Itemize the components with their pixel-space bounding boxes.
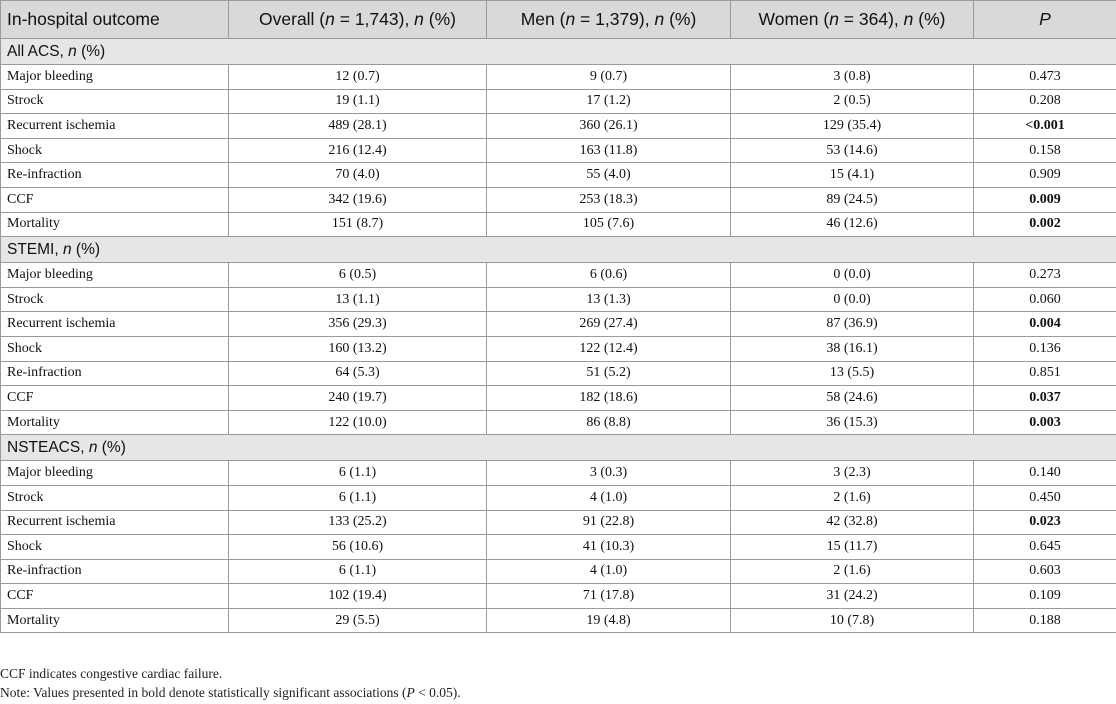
table-row — [1, 89, 1116, 114]
cell-men: 9 (0.7) — [487, 65, 731, 90]
cell-men: 4 (1.0) — [487, 559, 731, 584]
cell-men: 122 (12.4) — [487, 336, 731, 361]
cell-men: 6 (0.6) — [487, 263, 731, 288]
cell-overall: 151 (8.7) — [229, 212, 487, 237]
cell-p-value: 0.003 — [974, 410, 1116, 435]
cell-overall: 6 (1.1) — [229, 559, 487, 584]
cell-outcome: Major bleeding — [1, 461, 229, 486]
cell-overall: 13 (1.1) — [229, 287, 487, 312]
cell-p-value: 0.603 — [974, 559, 1116, 584]
table-row — [1, 410, 1116, 435]
cell-overall: 122 (10.0) — [229, 410, 487, 435]
significance-note: Note: Values presented in bold denote statistically significant associations (P < 0.05). — [0, 685, 461, 700]
cell-women: 2 (1.6) — [731, 559, 974, 584]
table-row — [1, 361, 1116, 386]
table-row — [1, 163, 1116, 188]
cell-women: 10 (7.8) — [731, 608, 974, 633]
section-title: STEMI, n (%) — [1, 237, 1116, 263]
cell-women: 46 (12.6) — [731, 212, 974, 237]
cell-outcome: Shock — [1, 336, 229, 361]
cell-outcome: Strock — [1, 485, 229, 510]
cell-p-value: 0.004 — [974, 312, 1116, 337]
section-header-row — [1, 39, 1116, 65]
table-notes — [0, 664, 461, 702]
table-row — [1, 312, 1116, 337]
cell-women: 129 (35.4) — [731, 114, 974, 139]
cell-men: 19 (4.8) — [487, 608, 731, 633]
cell-p-value: 0.188 — [974, 608, 1116, 633]
table-row — [1, 187, 1116, 212]
cell-p-value: 0.109 — [974, 584, 1116, 609]
cell-men: 86 (8.8) — [487, 410, 731, 435]
table-row — [1, 461, 1116, 486]
cell-overall: 133 (25.2) — [229, 510, 487, 535]
cell-overall: 56 (10.6) — [229, 535, 487, 560]
cell-overall: 356 (29.3) — [229, 312, 487, 337]
cell-women: 36 (15.3) — [731, 410, 974, 435]
cell-overall: 342 (19.6) — [229, 187, 487, 212]
cell-p-value: 0.140 — [974, 461, 1116, 486]
cell-women: 3 (0.8) — [731, 65, 974, 90]
cell-p-value: 0.909 — [974, 163, 1116, 188]
cell-outcome: Strock — [1, 287, 229, 312]
cell-women: 89 (24.5) — [731, 187, 974, 212]
cell-p-value: 0.158 — [974, 138, 1116, 163]
table-row — [1, 559, 1116, 584]
cell-women: 15 (4.1) — [731, 163, 974, 188]
cell-p-value: 0.273 — [974, 263, 1116, 288]
cell-overall: 29 (5.5) — [229, 608, 487, 633]
abbreviation-note: CCF indicates congestive cardiac failure. — [0, 666, 223, 681]
cell-overall: 19 (1.1) — [229, 89, 487, 114]
cell-men: 71 (17.8) — [487, 584, 731, 609]
cell-men: 13 (1.3) — [487, 287, 731, 312]
table-row — [1, 287, 1116, 312]
cell-men: 17 (1.2) — [487, 89, 731, 114]
cell-overall: 102 (19.4) — [229, 584, 487, 609]
cell-p-value: 0.645 — [974, 535, 1116, 560]
cell-outcome: Re-infraction — [1, 559, 229, 584]
header-overall: Overall (n = 1,743), n (%) — [229, 1, 487, 39]
cell-women: 58 (24.6) — [731, 386, 974, 411]
cell-women: 38 (16.1) — [731, 336, 974, 361]
table-row — [1, 584, 1116, 609]
cell-women: 13 (5.5) — [731, 361, 974, 386]
cell-outcome: CCF — [1, 584, 229, 609]
table-row — [1, 535, 1116, 560]
table-row — [1, 138, 1116, 163]
cell-outcome: Major bleeding — [1, 263, 229, 288]
cell-women: 2 (1.6) — [731, 485, 974, 510]
cell-p-value: <0.001 — [974, 114, 1116, 139]
table-row — [1, 485, 1116, 510]
cell-overall: 12 (0.7) — [229, 65, 487, 90]
cell-men: 360 (26.1) — [487, 114, 731, 139]
cell-outcome: Shock — [1, 535, 229, 560]
cell-overall: 70 (4.0) — [229, 163, 487, 188]
cell-women: 42 (32.8) — [731, 510, 974, 535]
cell-men: 4 (1.0) — [487, 485, 731, 510]
cell-p-value: 0.136 — [974, 336, 1116, 361]
cell-p-value: 0.060 — [974, 287, 1116, 312]
header-row — [1, 1, 1116, 39]
cell-women: 15 (11.7) — [731, 535, 974, 560]
table-row — [1, 386, 1116, 411]
cell-outcome: Major bleeding — [1, 65, 229, 90]
cell-overall: 216 (12.4) — [229, 138, 487, 163]
cell-overall: 6 (0.5) — [229, 263, 487, 288]
header-men: Men (n = 1,379), n (%) — [487, 1, 731, 39]
section-header-row — [1, 435, 1116, 461]
header-p-value: P — [974, 1, 1116, 39]
table-row — [1, 608, 1116, 633]
table-row — [1, 65, 1116, 90]
cell-men: 182 (18.6) — [487, 386, 731, 411]
cell-men: 3 (0.3) — [487, 461, 731, 486]
cell-women: 3 (2.3) — [731, 461, 974, 486]
cell-p-value: 0.002 — [974, 212, 1116, 237]
cell-p-value: 0.473 — [974, 65, 1116, 90]
cell-men: 269 (27.4) — [487, 312, 731, 337]
cell-outcome: Re-infraction — [1, 361, 229, 386]
table-row — [1, 336, 1116, 361]
cell-men: 253 (18.3) — [487, 187, 731, 212]
cell-p-value: 0.037 — [974, 386, 1116, 411]
cell-men: 91 (22.8) — [487, 510, 731, 535]
cell-men: 55 (4.0) — [487, 163, 731, 188]
cell-overall: 160 (13.2) — [229, 336, 487, 361]
cell-outcome: Mortality — [1, 410, 229, 435]
cell-overall: 6 (1.1) — [229, 485, 487, 510]
cell-p-value: 0.208 — [974, 89, 1116, 114]
cell-outcome: CCF — [1, 386, 229, 411]
cell-women: 31 (24.2) — [731, 584, 974, 609]
cell-women: 2 (0.5) — [731, 89, 974, 114]
header-outcome: In-hospital outcome — [1, 1, 229, 39]
section-header-row — [1, 237, 1116, 263]
cell-women: 87 (36.9) — [731, 312, 974, 337]
cell-outcome: Strock — [1, 89, 229, 114]
cell-women: 53 (14.6) — [731, 138, 974, 163]
cell-men: 51 (5.2) — [487, 361, 731, 386]
cell-outcome: Recurrent ischemia — [1, 312, 229, 337]
cell-women: 0 (0.0) — [731, 287, 974, 312]
table-row — [1, 212, 1116, 237]
cell-outcome: Mortality — [1, 608, 229, 633]
cell-outcome: Shock — [1, 138, 229, 163]
section-title: All ACS, n (%) — [1, 39, 1116, 65]
table-body — [1, 39, 1116, 633]
cell-outcome: Recurrent ischemia — [1, 114, 229, 139]
cell-outcome: Mortality — [1, 212, 229, 237]
cell-men: 41 (10.3) — [487, 535, 731, 560]
cell-outcome: Re-infraction — [1, 163, 229, 188]
cell-men: 163 (11.8) — [487, 138, 731, 163]
cell-p-value: 0.023 — [974, 510, 1116, 535]
section-title: NSTEACS, n (%) — [1, 435, 1116, 461]
cell-p-value: 0.009 — [974, 187, 1116, 212]
cell-women: 0 (0.0) — [731, 263, 974, 288]
cell-p-value: 0.851 — [974, 361, 1116, 386]
cell-overall: 64 (5.3) — [229, 361, 487, 386]
cell-overall: 489 (28.1) — [229, 114, 487, 139]
cell-outcome: Recurrent ischemia — [1, 510, 229, 535]
cell-overall: 6 (1.1) — [229, 461, 487, 486]
table-row — [1, 510, 1116, 535]
cell-overall: 240 (19.7) — [229, 386, 487, 411]
cell-p-value: 0.450 — [974, 485, 1116, 510]
table-row — [1, 114, 1116, 139]
cell-men: 105 (7.6) — [487, 212, 731, 237]
table-row — [1, 263, 1116, 288]
cell-outcome: CCF — [1, 187, 229, 212]
header-women: Women (n = 364), n (%) — [731, 1, 974, 39]
